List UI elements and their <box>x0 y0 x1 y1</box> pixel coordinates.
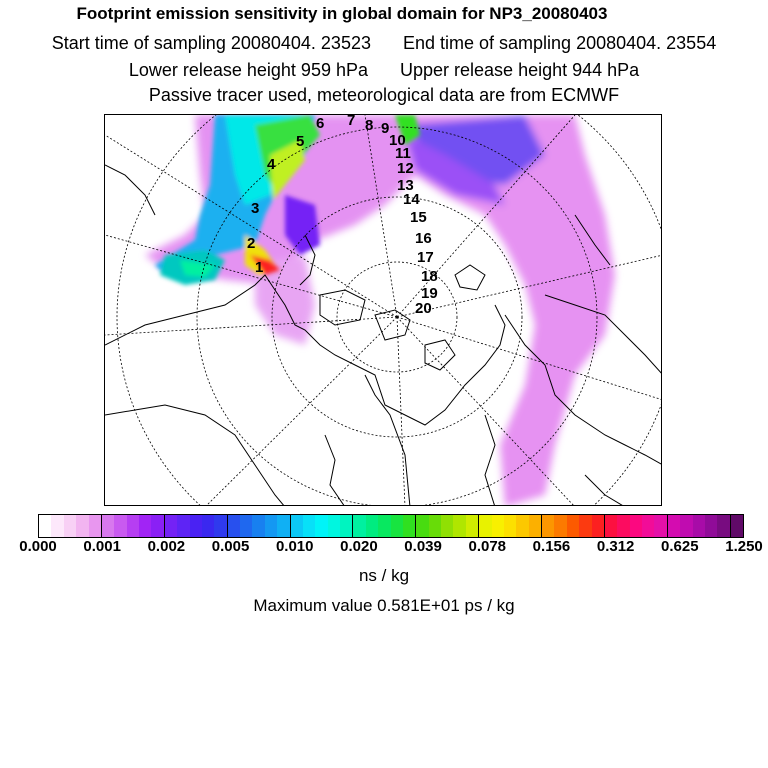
tracer-info: Passive tracer used, meteorological data are from ECMWF <box>148 85 620 105</box>
trajectory-label: 5 <box>296 133 305 150</box>
colorbar-tick-label: 0.039 <box>404 538 442 555</box>
polar-map <box>104 114 662 506</box>
colorbar-swatch <box>378 515 390 537</box>
trajectory-label: 14 <box>403 191 420 208</box>
colorbar-swatch <box>554 515 566 537</box>
colorbar-swatch <box>717 515 729 537</box>
unit-label: ns / kg <box>358 566 410 585</box>
colorbar-tick-label: 0.001 <box>83 538 121 555</box>
colorbar-swatch <box>680 515 692 537</box>
trajectory-label: 15 <box>410 209 427 226</box>
maximum-value-label: Maximum value 0.581E+01 ps / kg <box>253 596 515 615</box>
sampling-times <box>0 33 768 54</box>
colorbar-tick-label: 0.625 <box>661 538 699 555</box>
colorbar-swatch <box>403 515 415 537</box>
release-heights <box>0 60 768 81</box>
trajectory-label: 9 <box>381 120 390 137</box>
colorbar-tick-label: 0.010 <box>275 538 314 555</box>
colorbar-swatch <box>441 515 453 537</box>
trajectory-label: 19 <box>421 285 438 302</box>
colorbar-tick-label: 0.020 <box>340 538 378 555</box>
colorbar-swatch <box>277 515 289 537</box>
upper-height-label: Upper release height 944 hPa <box>400 60 640 80</box>
colorbar-tick-label: 0.002 <box>147 538 186 555</box>
trajectory-label: 10 <box>389 132 406 149</box>
trajectory-label: 2 <box>247 235 256 252</box>
colorbar-swatch <box>190 515 202 537</box>
colorbar-swatch <box>214 515 226 537</box>
colorbar-swatch <box>303 515 315 537</box>
colorbar-swatch <box>39 515 51 537</box>
colorbar-swatch <box>64 515 76 537</box>
colorbar-swatch <box>127 515 139 537</box>
trajectory-label: 18 <box>421 268 438 285</box>
colorbar-swatch <box>529 515 541 537</box>
colorbar-swatch <box>265 515 277 537</box>
trajectory-label: 16 <box>415 230 432 247</box>
colorbar-ticks <box>0 538 768 562</box>
trajectory-label: 6 <box>316 115 325 132</box>
start-time-label: Start time of sampling 20080404. 23523 <box>51 33 371 53</box>
colorbar-swatch <box>730 515 743 537</box>
colorbar-swatch <box>504 515 516 537</box>
colorbar-swatch <box>139 515 151 537</box>
colorbar-swatch <box>654 515 666 537</box>
colorbar-swatch <box>101 515 114 537</box>
colorbar-swatch <box>541 515 554 537</box>
colorbar-swatch <box>391 515 403 537</box>
colorbar-tick-label: 0.000 <box>19 538 57 555</box>
map-canvas <box>105 115 662 506</box>
colorbar-swatch <box>617 515 629 537</box>
colorbar-swatch <box>567 515 579 537</box>
colorbar-swatch <box>151 515 163 537</box>
colorbar-swatch <box>51 515 63 537</box>
sensitivity-field <box>145 115 615 506</box>
trajectory-label: 12 <box>397 160 414 177</box>
colorbar-tick-label: 0.156 <box>532 538 571 555</box>
colorbar-tick-label: 1.250 <box>725 538 763 555</box>
colorbar-swatch <box>453 515 465 537</box>
colorbar-swatch <box>76 515 88 537</box>
colorbar-swatch <box>705 515 717 537</box>
colorbar-swatch <box>252 515 264 537</box>
colorbar-swatch <box>352 515 365 537</box>
colorbar-tick-label: 0.078 <box>468 538 507 555</box>
colorbar-swatch <box>240 515 252 537</box>
colorbar-swatch <box>492 515 504 537</box>
colorbar-swatch <box>630 515 642 537</box>
colorbar-swatch <box>315 515 327 537</box>
colorbar-swatch <box>429 515 441 537</box>
colorbar-swatch <box>693 515 705 537</box>
colorbar-swatch <box>642 515 654 537</box>
colorbar-tick-label: 0.005 <box>211 538 250 555</box>
trajectory-label: 8 <box>365 117 374 134</box>
colorbar-swatch <box>89 515 101 537</box>
colorbar-swatch <box>202 515 214 537</box>
colorbar-swatch <box>478 515 491 537</box>
colorbar-swatch <box>579 515 591 537</box>
plot-title: Footprint emission sensitivity in global domain for NP3_20080403 <box>76 4 608 23</box>
trajectory-label: 7 <box>347 115 356 129</box>
colorbar-swatch <box>604 515 617 537</box>
colorbar <box>38 514 744 538</box>
trajectory-label: 3 <box>251 200 260 217</box>
trajectory-label: 11 <box>395 145 411 162</box>
colorbar-swatch <box>340 515 352 537</box>
colorbar-swatch <box>164 515 177 537</box>
colorbar-swatch <box>366 515 378 537</box>
colorbar-swatch <box>328 515 340 537</box>
lower-height-label: Lower release height 959 hPa <box>128 60 368 80</box>
colorbar-swatch <box>466 515 478 537</box>
colorbar-swatch <box>177 515 189 537</box>
colorbar-tick-label: 0.312 <box>596 538 635 555</box>
colorbar-swatch <box>227 515 240 537</box>
trajectory-label: 1 <box>255 259 264 276</box>
colorbar-swatch <box>667 515 680 537</box>
trajectory-label: 4 <box>267 156 276 173</box>
end-time-label: End time of sampling 20080404. 23554 <box>402 33 717 53</box>
trajectory-label: 13 <box>397 177 414 194</box>
colorbar-swatch <box>290 515 303 537</box>
colorbar-swatch <box>114 515 126 537</box>
colorbar-swatch <box>592 515 604 537</box>
colorbar-swatch <box>415 515 428 537</box>
trajectory-label: 20 <box>415 300 432 317</box>
trajectory-label: 17 <box>417 249 434 266</box>
colorbar-swatch <box>516 515 528 537</box>
